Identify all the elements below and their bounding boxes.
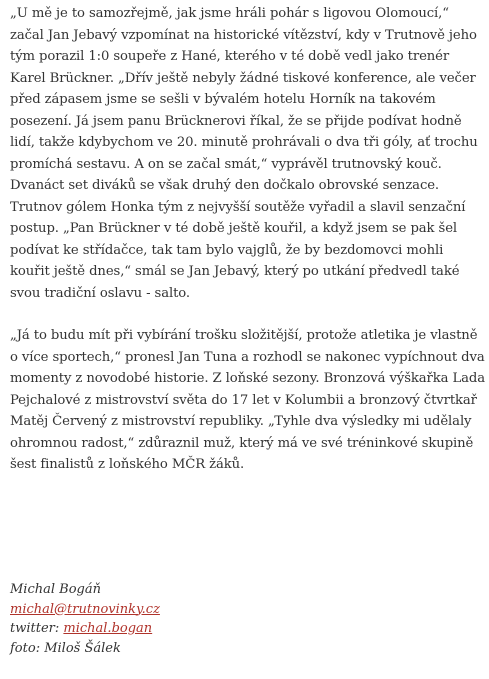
author-twitter-line	[10, 619, 160, 639]
author-twitter-link[interactable]: michal.bogan	[63, 621, 153, 636]
article-paragraph-2: „Já to budu mít při vybírání trošku složitější, protože atletika je vlastně o více sportech,“ pronesl Jan Tuna a rozhodl se nakonec vypíchnout dva momenty z novodobé historie. Z loňské sezony. Bronzová výškařka Lada Pejchalové z mistrovství světa do 17 let v Kolumbii a bronzový čtvrtkař Matěj Červený z mistrovství republiky. „Tyhle dva výsledky mi udělaly ohromnou radost,“ zdůraznil muž, který má ve své tréninkové skupině šest finalistů z loňského MČR žáků.	[10, 328, 486, 472]
paragraph-spacer	[10, 304, 486, 325]
article-byline	[10, 580, 160, 658]
article-body	[10, 3, 486, 476]
author-name: Michal Bogáň	[10, 582, 101, 597]
twitter-label: twitter:	[10, 621, 64, 636]
article-paragraph-1: „U mě je to samozřejmě, jak jsme hráli pohár s ligovou Olomoucí,“ začal Jan Jebavý vzpomínat na historické vítězství, kdy v Trutnově jeho tým porazil 1:0 soupeře z Hané, kterého v té době vedl jako trenér Karel Brückner. „Dřív ještě nebyly žádné tiskové konference, ale večer před zápasem jsme se sešli v bývalém hotelu Horník na takovém posezení. Já jsem panu Brücknerovi říkal, že se přijde podívat hodně lidí, takže kdybychom ve 20. minutě prohrávali o dva tři góly, ať trochu promíchá sestavu. A on se začal smát,“ vyprávěl trutnovský kouč. Dvanáct set diváků se však druhý den dočkalo obrovské senzace. Trutnov gólem Honka tým z nejvyšší soutěže vyřadil a slavil senzační postup. „Pan Brückner v té době ještě kouřil, a když jsem se pak šel podívat ke střídačce, tak tam bylo vajglů, že by bezdomovci mohli kouřit ještě dnes,“ smál se Jan Jebavý, který po utkání předvedl také svou tradiční oslavu - salto.	[10, 6, 478, 301]
photo-credit: foto: Miloš Šálek	[10, 640, 121, 656]
author-email-link[interactable]: michal@trutnovinky.cz	[10, 601, 160, 617]
author-email-line	[10, 600, 160, 620]
